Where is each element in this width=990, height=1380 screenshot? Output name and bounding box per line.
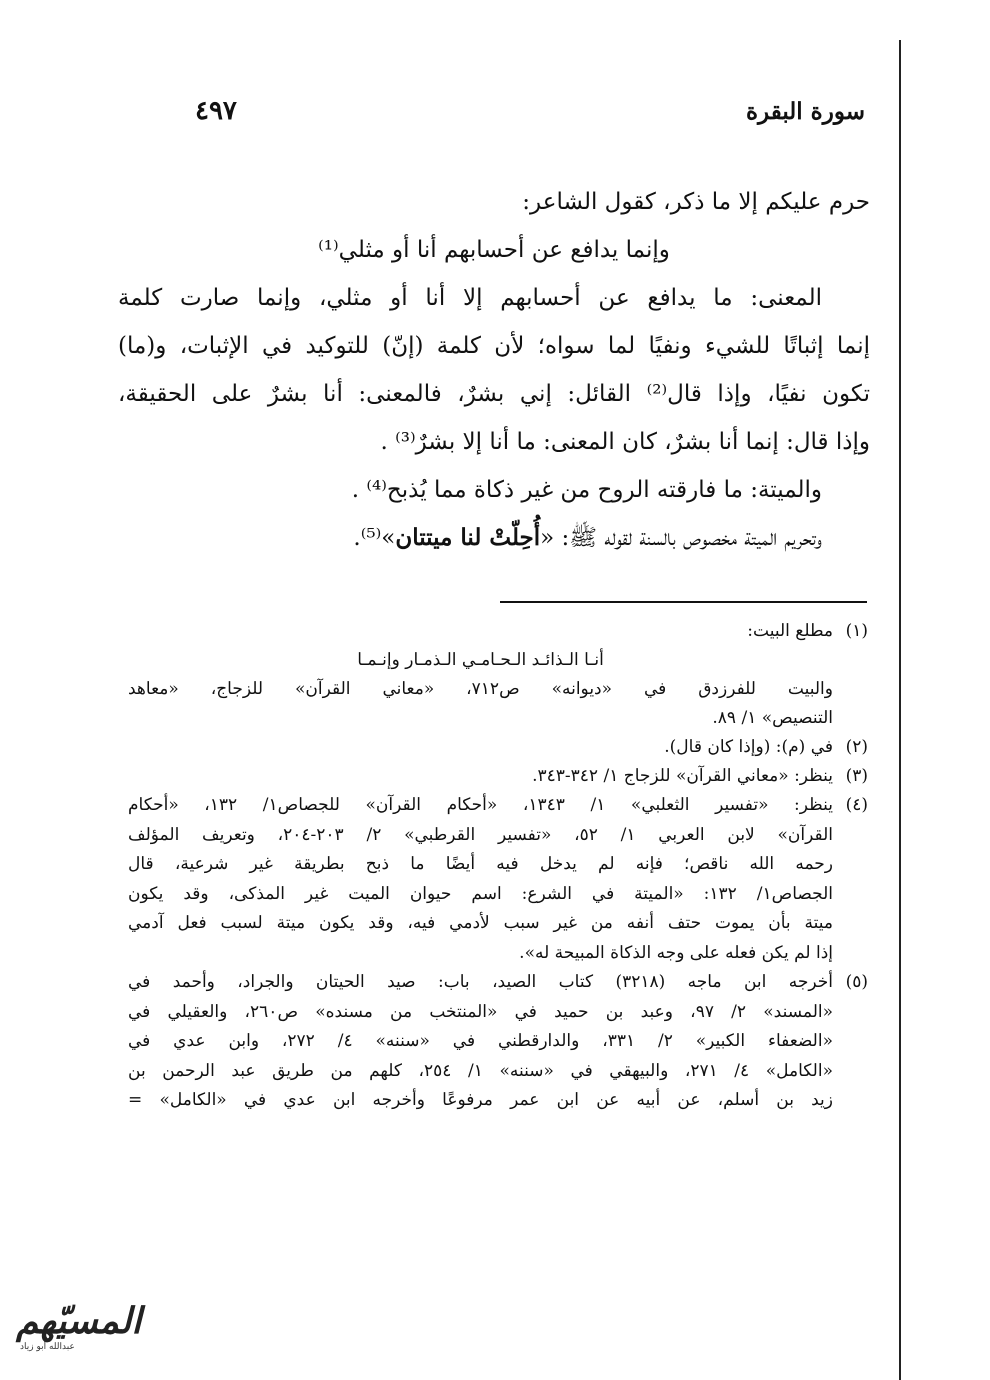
hadith-quote: أُحِلّتْ لنا ميتتان: [395, 524, 541, 551]
surah-title: سورة البقرة: [745, 98, 865, 125]
footnote-line: مطلع البيت:: [747, 621, 833, 641]
footnotes: [128, 617, 868, 1116]
footnote-line: «المسند» ٢/ ٩٧، وعبد بن حميد في «المنتخب من مسنده» ص٢٦٠، والعقيلي في: [128, 1001, 833, 1022]
footnote-line: رحمه الله ناقص؛ فإنه لم يدخل فيه أيضًا ما ذبح بطريقة غير شرعية، قال: [128, 854, 833, 874]
footnote-line: «الكامل» ٤/ ٢٧١، والبيهقي في «سننه» ١/ ٢٥٤، كلهم من طريق عبد الرحمن بن: [128, 1060, 833, 1081]
footnote-line: ينظر: «معاني القرآن» للزجاج ١/ ٣٤٢-٣٤٣.: [532, 766, 833, 786]
footnote-line: القرآن» لابن العربي ١/ ٥٢، «تفسير القرطبي» ٢/ ٢٠٣-٢٠٤، وتعريف المؤلف: [128, 824, 833, 845]
footnote-line: إذا لم يكن فعله على وجه الذكاة المبيحة له».: [519, 942, 833, 963]
footnote-line: والبيت للفرزدق في «ديوانه» ص٧١٢، «معاني القرآن» للزجاج، «معاهد: [128, 679, 833, 699]
footnote-4: [128, 791, 868, 968]
text-line-5: تكون نفيًا، وإذا قال⁽²⁾ القائل: إني بشرٌ، فالمعنى: أنا بشرٌ على الحقيقة،: [118, 381, 870, 407]
footnote-5: [128, 968, 868, 1116]
text-line-4: إنما إثباتًا للشيء ونفيًا لما سواه؛ لأن كلمة (إنّ) للتوكيد في الإثبات، و(ما): [118, 333, 870, 359]
watermark-logo: [10, 1296, 142, 1358]
text-line-6: وإذا قال: إنما أنا بشرٌ، كان المعنى: ما أنا إلا بشرٌ⁽³⁾ .: [380, 429, 870, 455]
footnote-line: التنصيص» ١/ ٨٩.: [712, 708, 833, 728]
footnote-number: (١): [845, 621, 868, 641]
footnote-line: أخرجه ابن ماجه (٣٢١٨) كتاب الصيد، باب: صيد الحيتان والجراد، وأحمد في: [128, 972, 833, 992]
watermark-text: المسيّهم: [16, 1300, 142, 1342]
footnote-1: [128, 617, 868, 733]
footnote-line: ينظر: «تفسير الثعلبي» ١/ ١٣٤٣، «أحكام القرآن» للجصاص١/ ١٣٢، «أحكام: [128, 795, 833, 815]
text-line-8-intro: وتحريم الميتة مخصوص بالسنة لقوله ﷺ: «: [540, 525, 822, 551]
footnote-number: (٥): [845, 972, 868, 992]
footnote-line: زيد بن أسلم، عن أبيه عن ابن عمر مرفوعًا وأخرجه ابن عدي في «الكامل» =: [128, 1090, 833, 1110]
page-number: ٤٩٧: [195, 96, 237, 126]
page-header: [130, 98, 865, 142]
watermark-subtext: عبدالله أبو زياد: [20, 1342, 75, 1352]
footnote-line: ميتة بأن يموت حتف أنفه من غير سبب لأدمي فيه، وقد يكون ميتة لسبب فعل آدمي: [128, 913, 833, 933]
footnote-number: (٤): [845, 795, 868, 815]
poetry-verse: وإنما يدافع عن أحسابهم أنا أو مثلي⁽¹⁾: [318, 237, 670, 263]
footnote-line: الجصاص١/ ١٣٢: «الميتة في الشرع: اسم حيوان الميت غير المذكى، وقد يكون: [128, 883, 833, 904]
text-line-8: [118, 514, 870, 562]
text-line-7: والميتة: ما فارقته الروح من غير ذكاة مما يُذبح⁽⁴⁾ .: [351, 477, 822, 503]
footnote-divider: [500, 601, 867, 603]
footnote-line: في (م): (وإذا كان قال).: [664, 737, 833, 757]
main-text: [118, 178, 870, 562]
footnote-verse: أنـا الـذائـد الـحـامـي الـذمـار وإنـمـا: [357, 650, 604, 670]
footnote-3: [128, 762, 868, 791]
footnote-line: «الضعفاء الكبير» ٢/ ٣٣١، والدارقطني في «سننه» ٤/ ٢٧٢، وابن عدي في: [128, 1031, 833, 1051]
footnote-2: [128, 733, 868, 762]
footnote-number: (٣): [845, 766, 868, 786]
text-line-1: حرم عليكم إلا ما ذكر، كقول الشاعر:: [522, 189, 870, 215]
footnote-number: (٢): [845, 737, 868, 757]
text-line-8-end: »⁽⁵⁾.: [353, 525, 396, 551]
text-line-3: المعنى: ما يدافع عن أحسابهم إلا أنا أو مثلي، وإنما صارت كلمة: [118, 285, 822, 311]
page-edge-rule: [899, 40, 901, 1380]
